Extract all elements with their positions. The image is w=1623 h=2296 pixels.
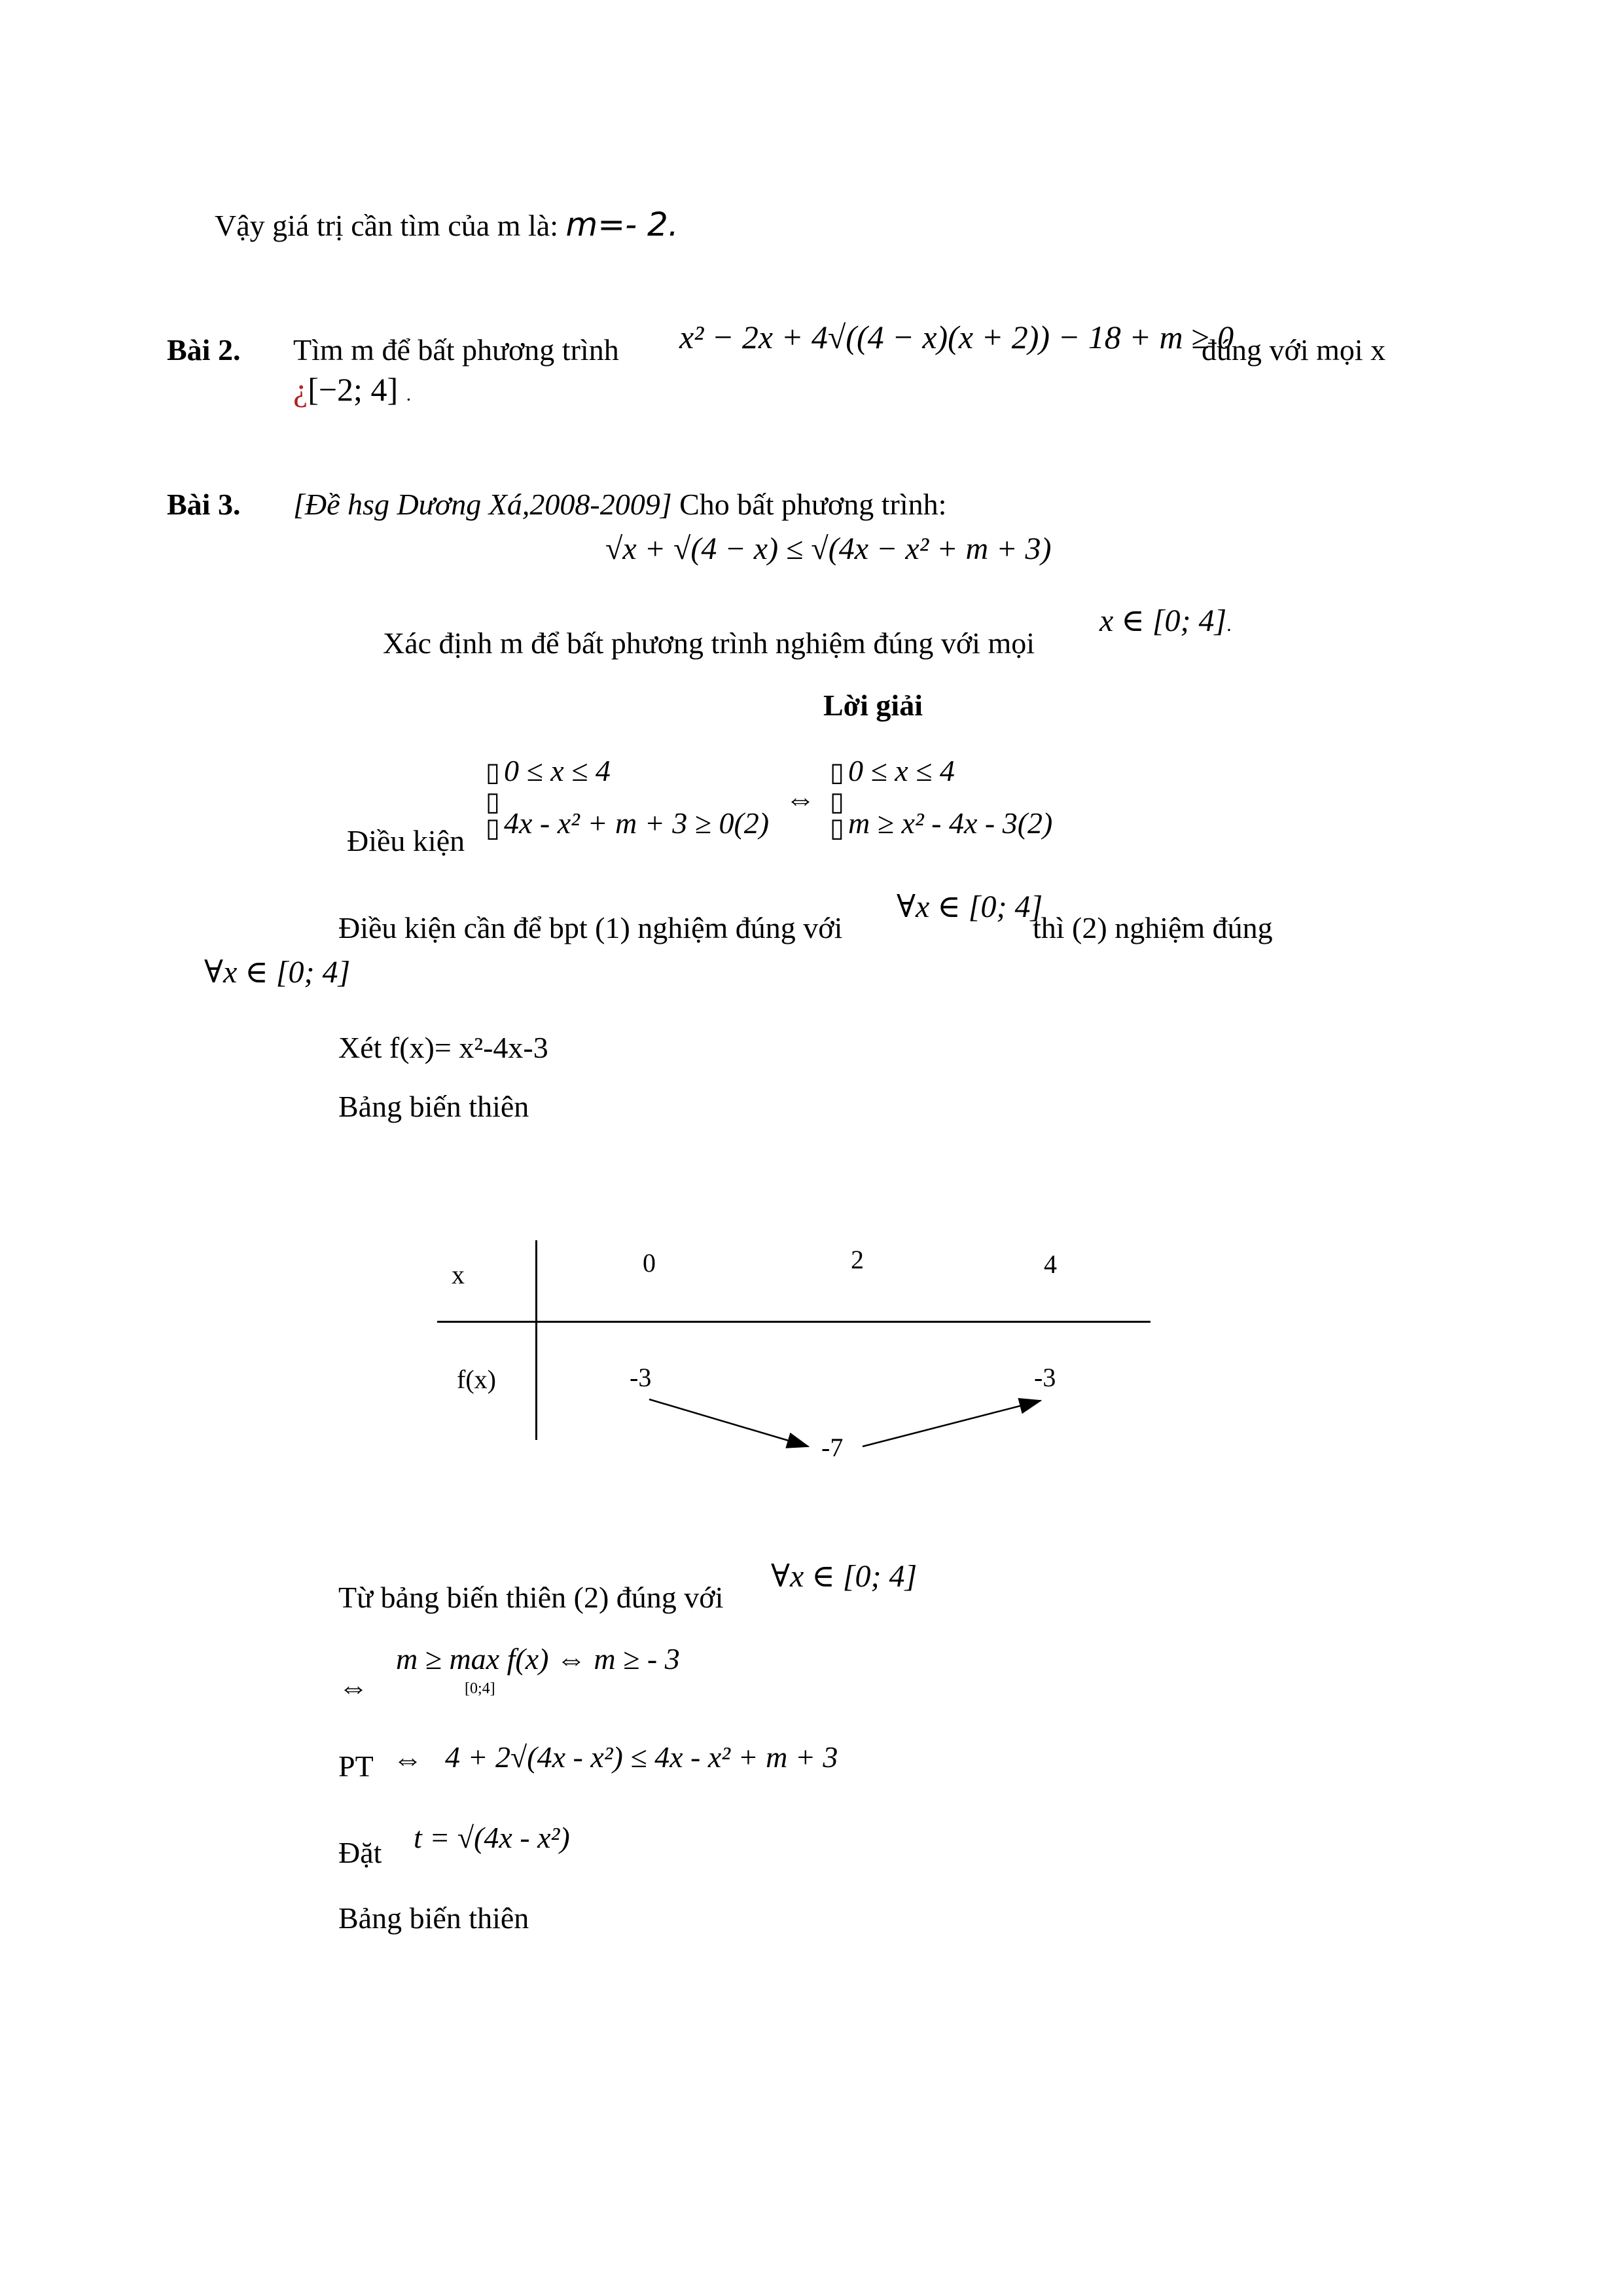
- equiv-symbol-3: ⇔: [393, 1742, 423, 1776]
- equiv-symbol-2: ⇔: [338, 1670, 368, 1704]
- need-cond2: ∀x ∈ [0; 4]: [204, 955, 351, 990]
- pt-label: PT: [338, 1749, 374, 1783]
- table-f-value-0: -3: [630, 1363, 652, 1392]
- max-subscript: [0;4]: [465, 1680, 495, 1697]
- system1-line2: 4x - x² + m + 3 ≥ 0(2): [504, 806, 770, 840]
- bai3-task: Xác định m để bất phương trình nghiệm đúng với mọi: [383, 626, 1035, 660]
- condition-label: Điều kiện: [347, 824, 465, 857]
- bai2-interval: ¿[−2; 4] .: [293, 371, 412, 408]
- need-cond: ∀x ∈ [0; 4]: [897, 889, 1043, 924]
- brace-1b: ▯: [486, 787, 501, 816]
- pt-formula: 4 + 2√(4x - x²) ≤ 4x - x² + m + 3: [445, 1740, 838, 1774]
- system2-line1: 0 ≤ x ≤ 4: [848, 754, 955, 787]
- max-line: m ≥ max f(x) ⇔ m ≥ - 3: [396, 1642, 680, 1676]
- consider-fx: Xét f(x)= x²-4x-3: [338, 1031, 548, 1064]
- arrow-up: [863, 1401, 1041, 1446]
- answer-value: m=- 2.: [565, 206, 679, 243]
- bai2-lead: Tìm m để bất phương trình: [293, 333, 619, 367]
- solution-heading: Lời giải: [823, 689, 923, 722]
- table-title-2: Bảng biến thiên: [338, 1901, 529, 1935]
- bai2-formula: x² − 2x + 4√((4 − x)(x + 2)) − 18 + m ≥ 0: [679, 319, 1234, 355]
- set-formula: t = √(4x - x²): [414, 1821, 570, 1854]
- equiv-symbol: ⇔: [785, 782, 815, 816]
- brace-2a: ▯: [830, 757, 845, 787]
- from-table-cond: ∀x ∈ [0; 4]: [771, 1559, 918, 1594]
- table-x-value-1: 2: [851, 1245, 864, 1274]
- brace-2b: ▯: [830, 787, 845, 816]
- table-x-value-0: 0: [643, 1248, 656, 1278]
- brace-1c: ▯: [486, 813, 501, 842]
- need-text: Điều kiện cần để bpt (1) nghiệm đúng với: [338, 911, 843, 944]
- answer-text: Vậy giá trị cần tìm của m là:: [215, 209, 558, 242]
- bai3-source: [Đề hsg Dương Xá,2008-2009]: [293, 488, 672, 521]
- brace-1a: ▯: [486, 757, 501, 787]
- table-f-value-1: -7: [821, 1433, 844, 1462]
- set-label: Đặt: [338, 1836, 382, 1869]
- brace-2c: ▯: [830, 813, 845, 842]
- table-x-label: x: [452, 1260, 465, 1289]
- from-table-text: Từ bảng biến thiên (2) đúng với: [338, 1581, 724, 1614]
- arrow-down: [649, 1399, 808, 1446]
- table-title: Bảng biến thiên: [338, 1090, 529, 1123]
- bai3-task-cond: x ∈ [0; 4].: [1099, 603, 1232, 638]
- bai3-label: Bài 3.: [167, 488, 241, 521]
- bai3-inequality: √x + √(4 − x) ≤ √(4x − x² + m + 3): [605, 531, 1052, 566]
- system1-line1: 0 ≤ x ≤ 4: [504, 754, 611, 787]
- system2-line2: m ≥ x² - 4x - 3(2): [848, 806, 1053, 840]
- bai2-label: Bài 2.: [167, 333, 241, 367]
- bai2-tail: đúng với mọi x: [1202, 333, 1386, 367]
- table-f-value-2: -3: [1034, 1363, 1056, 1392]
- table-f-label: f(x): [457, 1365, 496, 1394]
- need-tail: thì (2) nghiệm đúng: [1033, 911, 1273, 944]
- bai3-lead: Cho bất phương trình:: [679, 488, 947, 521]
- table-x-value-2: 4: [1044, 1249, 1057, 1279]
